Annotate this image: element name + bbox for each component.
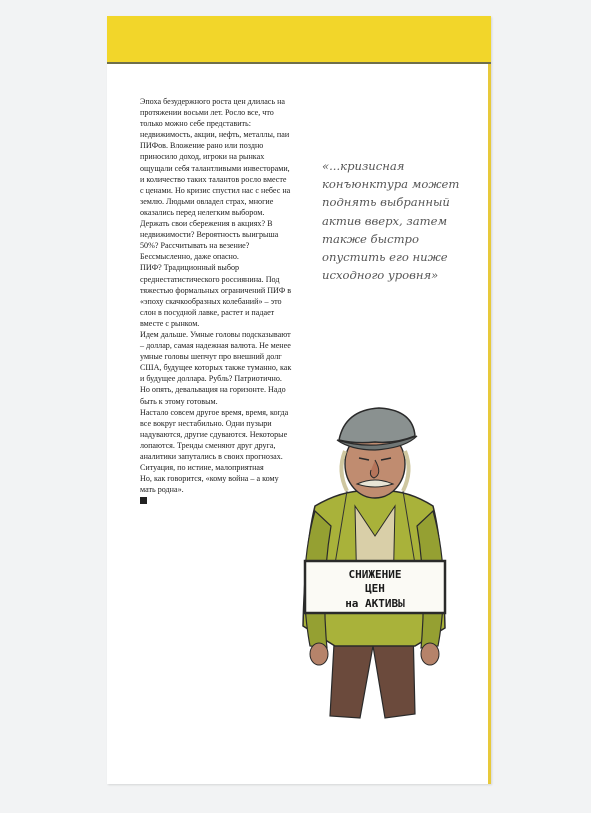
article-paragraph: Но, как говорится, «кому война – а кому мать родна». [140, 474, 279, 495]
article-paragraph: ПИФ? Традиционный выбор среднестатистического россиянина. Под тяжестью формальных ограничений ПИФ в «эпоху скачкообразных колебаний» – это слон в посудной лавке, растет и падает вместе с рынком. [140, 263, 292, 328]
article-paragraph: Держать свои сбережения в акциях? В недвижимости? Вероятность выигрыша 50%? Рассчитывать на везение? Бессмысленно, даже опасно. [140, 219, 279, 262]
article-paragraph: Идем дальше. Умные головы подсказывают – доллар, самая надежная валюта. Не менее умные головы шепчут про внешний долг США, будущее которых также туманно, как и будущее доллара. Рубль? Патриотично. Но опять, девальвация на горизонте. Надо быть к этому готовым. [140, 329, 292, 406]
article-body [140, 96, 292, 507]
article-paragraph: Эпоха безудержного роста цен длилась на протяжении восьми лет. Росло все, что только можно себе представить: недвижимость, акции, нефть, металлы, паи ПИФов. Вложение рано или поздно приносило доход, игроки на рынках ощущали себя талантливыми инвесторами, и количество таких талантов росло вместе с ценами. Но кризис спустил нас с небес на землю. Людьми овладел страх, многие оказались перед нелегким выбором. [140, 97, 291, 217]
sign-text-line: на АКТИВЫ [345, 597, 405, 610]
sign-text-line: СНИЖЕНИЕ [348, 568, 402, 581]
old-man-with-sign-illustration [275, 396, 475, 736]
end-of-article-mark [140, 497, 147, 504]
magazine-page [107, 16, 491, 784]
pull-quote: «...кризисная конъюнктура может поднять выбранный актив вверх, затем также быстро опустить его ниже исходного уровня» [322, 159, 460, 283]
yellow-header-band [107, 16, 491, 64]
sign-text-line: ЦЕН [365, 582, 385, 595]
article-paragraph: Настало совсем другое время, время, когда все вокруг нестабильно. Одни пузыри надуваются, другие сдуваются. Некоторые лопаются. Тренды сменяют друг друга, аналитики запутались в своих прогнозах. Ситуация, по истине, малоприятная [140, 407, 289, 473]
page-edge-stripe [488, 64, 491, 784]
